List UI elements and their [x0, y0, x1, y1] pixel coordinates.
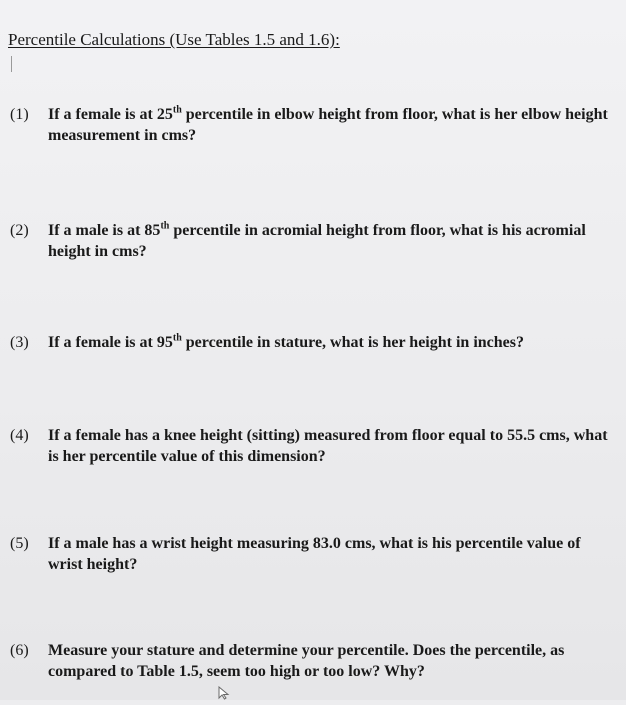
question-5 — [10, 533, 610, 575]
question-2 — [10, 220, 610, 262]
page-title: Percentile Calculations (Use Tables 1.5 and 1.6): — [8, 30, 340, 49]
question-number: (6) — [10, 642, 29, 659]
question-text: If a female has a knee height (sitting) measured from floor equal to 55.5 cms, what is her percentile value of this dimension? — [48, 427, 608, 465]
question-6 — [10, 640, 610, 682]
question-4 — [10, 425, 610, 467]
question-number: (5) — [10, 535, 29, 552]
question-number: (3) — [10, 334, 29, 351]
mouse-pointer-icon — [218, 686, 230, 705]
question-number: (1) — [10, 106, 29, 123]
question-number: (2) — [10, 222, 29, 239]
question-text: If a male has a wrist height measuring 83.0 cms, what is his percentile value of wrist height? — [48, 535, 581, 573]
text-cursor — [11, 56, 12, 72]
question-text: If a male is at 85th percentile in acromial height from floor, what is his acromial height in cms? — [48, 220, 586, 260]
question-text: If a female is at 25th percentile in elbow height from floor, what is her elbow height measurement in cms? — [48, 104, 608, 144]
question-3 — [10, 332, 610, 353]
question-text: Measure your stature and determine your percentile. Does the percentile, as compared to Table 1.5, seem too high or too low? Why? — [48, 642, 565, 680]
question-1 — [10, 104, 610, 146]
question-text: If a female is at 95th percentile in stature, what is her height in inches? — [48, 332, 524, 351]
question-number: (4) — [10, 427, 29, 444]
